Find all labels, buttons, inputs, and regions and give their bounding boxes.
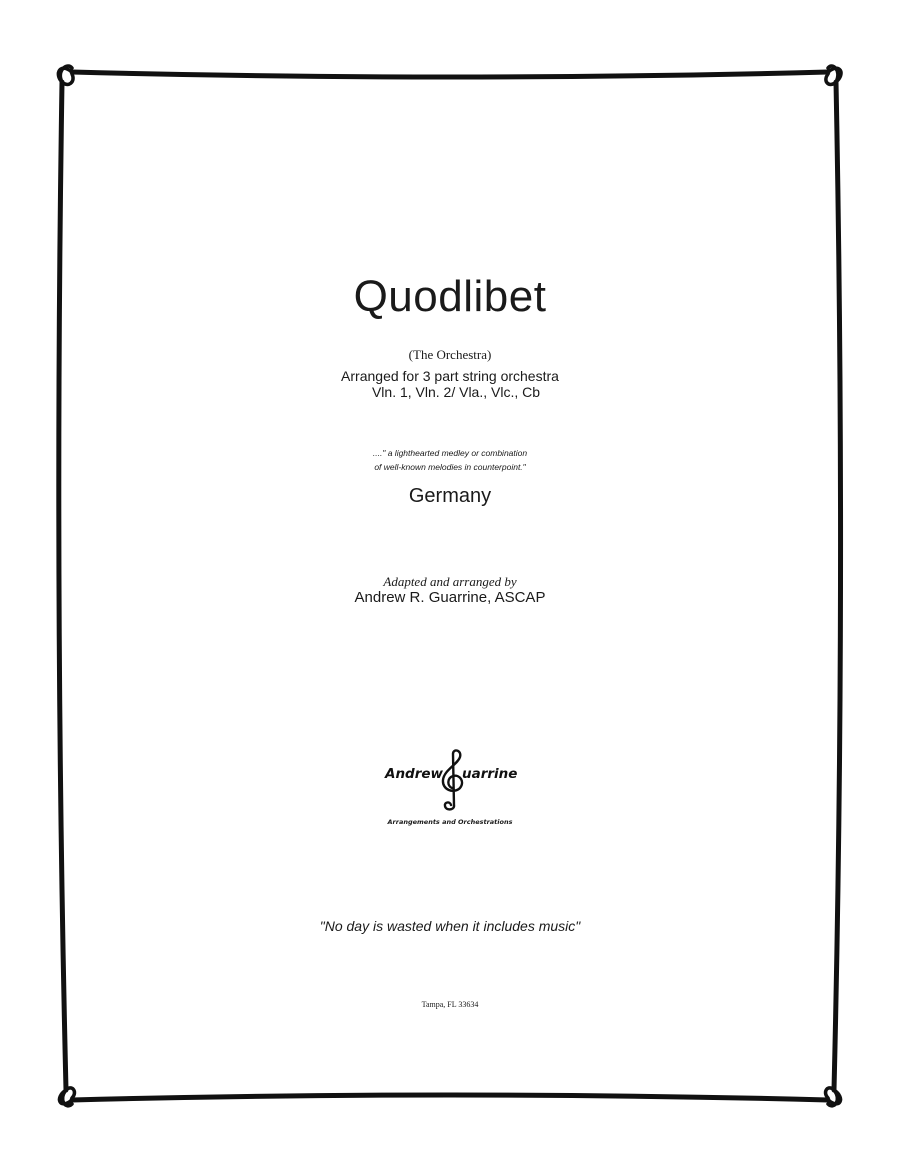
adapted-label: Adapted and arranged by xyxy=(383,574,517,589)
arrangement-line-1: Arranged for 3 part string orchestra xyxy=(341,368,559,384)
quote-line-1: ...." a lighthearted medley or combination xyxy=(372,448,528,458)
quote-line-2: of well-known melodies in counterpoint." xyxy=(374,462,526,472)
subtitle: (The Orchestra) xyxy=(408,347,492,362)
logo-name-right: uarrine xyxy=(462,766,518,782)
motto: "No day is wasted when it includes music" xyxy=(319,918,581,934)
arrangement-line-2: Vln. 1, Vln. 2/ Vla., Vlc., Cb xyxy=(371,384,541,400)
page-title: Quodlibet xyxy=(353,272,547,321)
arranger-name: Andrew R. Guarrine, ASCAP xyxy=(354,589,546,606)
address: Tampa, FL 33634 xyxy=(421,1000,479,1009)
country-heading: Germany xyxy=(408,485,492,507)
logo-name-left: Andrew xyxy=(385,766,444,782)
logo-tagline: Arrangements and Orchestrations xyxy=(387,818,513,826)
